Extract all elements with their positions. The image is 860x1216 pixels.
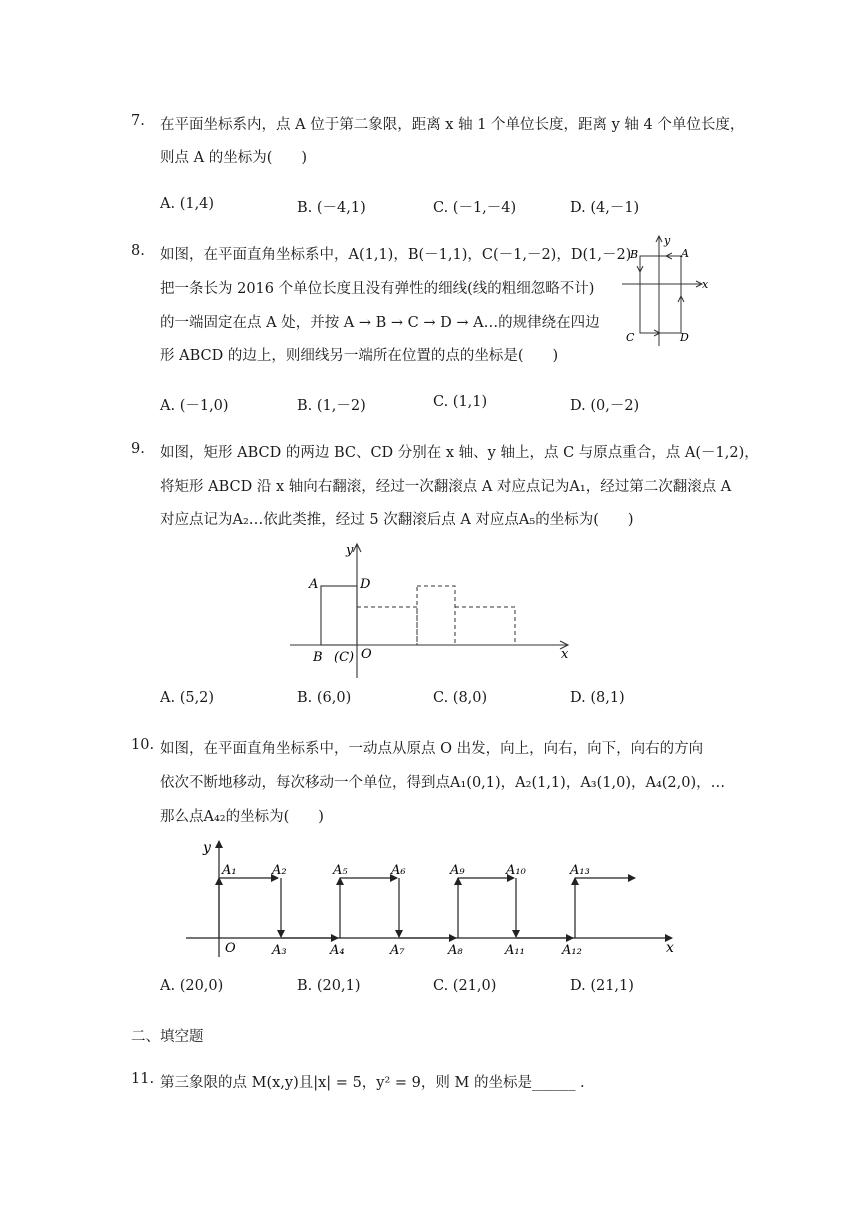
label-a2: A₂ xyxy=(272,863,287,878)
option-b: B. (1,－2) xyxy=(297,398,366,414)
option-d: D. (4,－1) xyxy=(570,200,640,216)
label-a: A xyxy=(309,577,319,592)
label-x: x xyxy=(666,940,674,956)
option-a: A. (1,4) xyxy=(160,196,215,212)
option-a: A. (－1,0) xyxy=(160,398,229,414)
option-c: C. (21,0) xyxy=(433,978,497,994)
q9-figure xyxy=(290,540,590,680)
label-a11: A₁₁ xyxy=(505,943,525,958)
question-text-line: 在平面坐标系内，点 A 位于第二象限，距离 x 轴 1 个单位长度，距离 y 轴 4 个单位长度， xyxy=(160,117,745,133)
label-a7: A₇ xyxy=(390,943,405,958)
question-text-line: 依次不断地移动，每次移动一个单位，得到点A₁(0,1)，A₂(1,1)，A₃(1,0)，A₄(2,0)，… xyxy=(160,775,726,791)
label-d: D xyxy=(360,577,371,592)
option-d: D. (21,1) xyxy=(570,978,634,994)
label-b: B xyxy=(313,650,323,665)
question-text-line: 将矩形 ABCD 沿 x 轴向右翻滚，经过一次翻滚点 A 对应点记为A₁，经过第二次翻滚点 A xyxy=(160,479,732,495)
label-a4: A₄ xyxy=(330,943,345,958)
question-number: 10. xyxy=(131,737,155,753)
label-a9: A₉ xyxy=(450,863,465,878)
label-a10: A₁₀ xyxy=(506,863,526,878)
option-b: B. (20,1) xyxy=(297,978,361,994)
label-a12: A₁₂ xyxy=(562,943,582,958)
label-a1: A₁ xyxy=(222,863,237,878)
label-a13: A₁₃ xyxy=(570,863,590,878)
question-text-line: 则点 A 的坐标为( ) xyxy=(160,150,308,166)
question-number: 11. xyxy=(131,1071,155,1087)
label-b: B xyxy=(630,248,639,261)
question-number: 7. xyxy=(131,113,145,129)
option-a: A. (20,0) xyxy=(160,978,224,994)
label-a8: A₈ xyxy=(448,943,463,958)
label-y: y xyxy=(346,543,354,558)
label-o: O xyxy=(225,941,236,956)
question-text-line: 如图，在平面直角坐标系中，一动点从原点 O 出发，向上，向右，向下，向右的方向 xyxy=(160,741,704,757)
option-a: A. (5,2) xyxy=(160,690,215,706)
label-c: (C) xyxy=(334,650,355,665)
label-a: A xyxy=(681,247,689,260)
question-text-line: 那么点A₄₂的坐标为( ) xyxy=(160,809,324,825)
question-text-line: 第三象限的点 M(x,y)且|x| = 5，y² = 9，则 M 的坐标是______ . xyxy=(160,1075,585,1091)
label-a6: A₆ xyxy=(391,863,406,878)
label-d: D xyxy=(680,331,689,344)
label-c: C xyxy=(626,331,635,344)
option-c: C. (1,1) xyxy=(433,394,488,410)
option-c: C. (8,0) xyxy=(433,690,488,706)
label-a3: A₃ xyxy=(272,943,287,958)
question-number: 8. xyxy=(131,243,145,259)
section-heading: 二、填空题 xyxy=(131,1029,204,1045)
option-d: D. (8,1) xyxy=(570,690,625,706)
question-text-line: 的一端固定在点 A 处，并按 A → B → C → D → A…的规律绕在四边 xyxy=(160,315,600,331)
question-text-line: 如图，在平面直角坐标系中，A(1,1)，B(－1,1)，C(－1,－2)，D(1,－2) xyxy=(160,247,632,263)
label-x: x xyxy=(702,278,709,291)
label-o: O xyxy=(361,647,372,662)
q10-figure xyxy=(180,835,680,965)
q8-figure xyxy=(618,232,710,348)
question-text-line: 形 ABCD 的边上，则细线另一端所在位置的点的坐标是( ) xyxy=(160,348,559,364)
label-a5: A₅ xyxy=(333,863,348,878)
option-b: B. (－4,1) xyxy=(297,200,366,216)
question-number: 9. xyxy=(131,441,145,457)
option-c: C. (－1,－4) xyxy=(433,200,517,216)
label-y: y xyxy=(203,840,211,856)
question-text-line: 对应点记为A₂…依此类推，经过 5 次翻滚后点 A 对应点A₅的坐标为( ) xyxy=(160,512,634,528)
question-text-line: 如图，矩形 ABCD 的两边 BC、CD 分别在 x 轴、y 轴上，点 C 与原点重合，点 A(－1,2)， xyxy=(160,445,759,461)
option-b: B. (6,0) xyxy=(297,690,352,706)
question-text-line: 把一条长为 2016 个单位长度且没有弹性的细线(线的粗细忽略不计) xyxy=(160,281,595,297)
option-d: D. (0,－2) xyxy=(570,398,640,414)
label-x: x xyxy=(561,647,569,662)
label-y: y xyxy=(664,234,671,247)
